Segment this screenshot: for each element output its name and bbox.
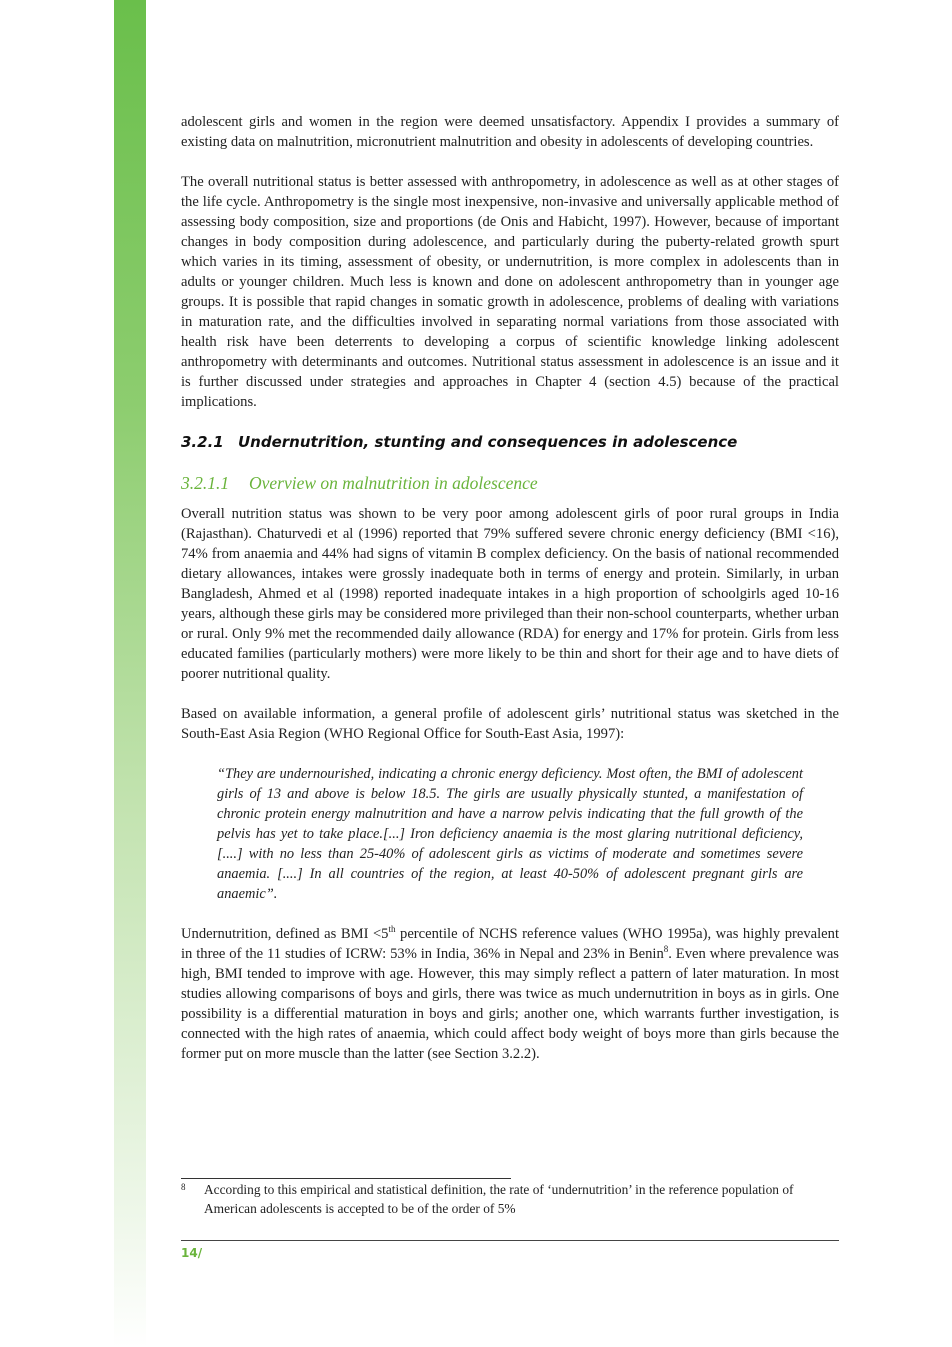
section-title: Undernutrition, stunting and consequences in adolescence (238, 433, 738, 451)
paragraph-undernutrition-part-a: Undernutrition, defined as BMI <5 (181, 926, 389, 942)
subsection-heading (181, 472, 839, 494)
superscript-th: th (388, 924, 396, 935)
footnote (181, 1180, 839, 1218)
page-number: 14/ (181, 1246, 203, 1260)
page-content (181, 112, 839, 1064)
paragraph-profile: Based on available information, a general profile of adolescent girls’ nutritional status was sketched in the South-East Asia Region (WHO Regional Office for South-East Asia, 1997): (181, 706, 839, 742)
subsection-title: Overview on malnutrition in adolescence (249, 473, 538, 493)
footnote-divider (181, 1178, 511, 1179)
paragraph-undernutrition-part-b: percentile of NCHS reference values (WHO 1995a), was highly prevalent in three of the 11 studies of ICRW: 53% in India, 36% in Nepal and 23% in Benin (181, 926, 840, 962)
quotation-block: “They are undernourished, indicating a chronic energy deficiency. Most often, the BMI of adolescent girls of 13 and above is below 18.5. The girls are usually physically stunted, a manifestation of chronic protein energy malnutrition and have a narrow pelvis indicating that the full growth of the pelvis has yet to take place.[...] Iron deficiency anaemia is the most glaring nutritional deficiency,[....] with no less than 25-40% of adolescent girls as victims of moderate and sometimes severe anaemia. [....] In all countries of the region, at least 40-50% of adolescent pregnant girls are anaemic”. (217, 766, 803, 902)
footnote-text: According to this empirical and statistical definition, the rate of ‘undernutrition’ in the reference population of American adolescents is accepted to be of the order of 5% (204, 1182, 794, 1216)
page-footer-rule (181, 1240, 839, 1241)
paragraph-undernutrition-part-c: . Even where prevalence was high, BMI tended to improve with age. However, this may simply reflect a pattern of later maturation. In most studies allowing comparisons of boys and girls, there was twice as much undernutrition in boys as in girls. One possibility is a differential maturation in boys and girls; another one, which warrants further investigation, is connected with the high rates of anaemia, which could affect body weight of boys more than girls because the former put on more muscle than the latter (see Section 3.2.2). (181, 946, 839, 1062)
paragraph-undernutrition (181, 924, 839, 1064)
decorative-sidebar (114, 0, 146, 1347)
paragraph-intro: adolescent girls and women in the region were deemed unsatisfactory. Appendix I provides a summary of existing data on malnutrition, micronutrient malnutrition and obesity in adolescents of developing countries. (181, 114, 839, 150)
paragraph-overview: Overall nutrition status was shown to be very poor among adolescent girls of poor rural groups in India (Rajasthan). Chaturvedi et al (1996) reported that 79% suffered severe chronic energy deficiency (BMI <16), 74% from anaemia and 44% had signs of vitamin B complex deficiency. On the basis of national recommended dietary allowances, intakes were grossly inadequate both in terms of energy and protein. Similarly, in urban Bangladesh, Ahmed et al (1998) reported inadequate intakes in a high proportion of schoolgirls aged 10-16 years, although these girls may be considered more privileged than their non-school counterparts, whether urban or rural. Only 9% met the recommended daily allowance (RDA) for energy and 17% for protein. Girls from less educated families (particularly mothers) were more likely to be thin and short for their age and to have diets of poorer nutritional quality. (181, 506, 839, 682)
footnote-mark: 8 (181, 1182, 186, 1192)
section-number: 3.2.1 (181, 433, 224, 451)
subsection-number: 3.2.1.1 (181, 473, 230, 493)
footnote-reference: 8 (663, 944, 669, 955)
section-heading (181, 432, 839, 452)
paragraph-anthropometry: The overall nutritional status is better assessed with anthropometry, in adolescence as well as at other stages of the life cycle. Anthropometry is the single most inexpensive, non-invasive and universally applicable method of assessing body composition, size and proportions (de Onis and Habicht, 1997). However, because of important changes in body composition during adolescence, and particularly during the puberty-related growth spurt which varies in its timing, assessment of obesity, or undernutrition, is more complex in adolescents than in adults or younger children. Much less is known and done on adolescent anthropometry than in younger age groups. It is possible that rapid changes in somatic growth in adolescence, problems of dealing with variations in maturation rate, and the difficulties involved in separating normal variations from those associated with health risk have been deterrents to developing a corpus of scientific knowledge linking adolescent anthropometry with determinants and outcomes. Nutritional status assessment in adolescence is an issue and it is further discussed under strategies and approaches in Chapter 4 (section 4.5) because of the practical implications. (181, 174, 839, 410)
